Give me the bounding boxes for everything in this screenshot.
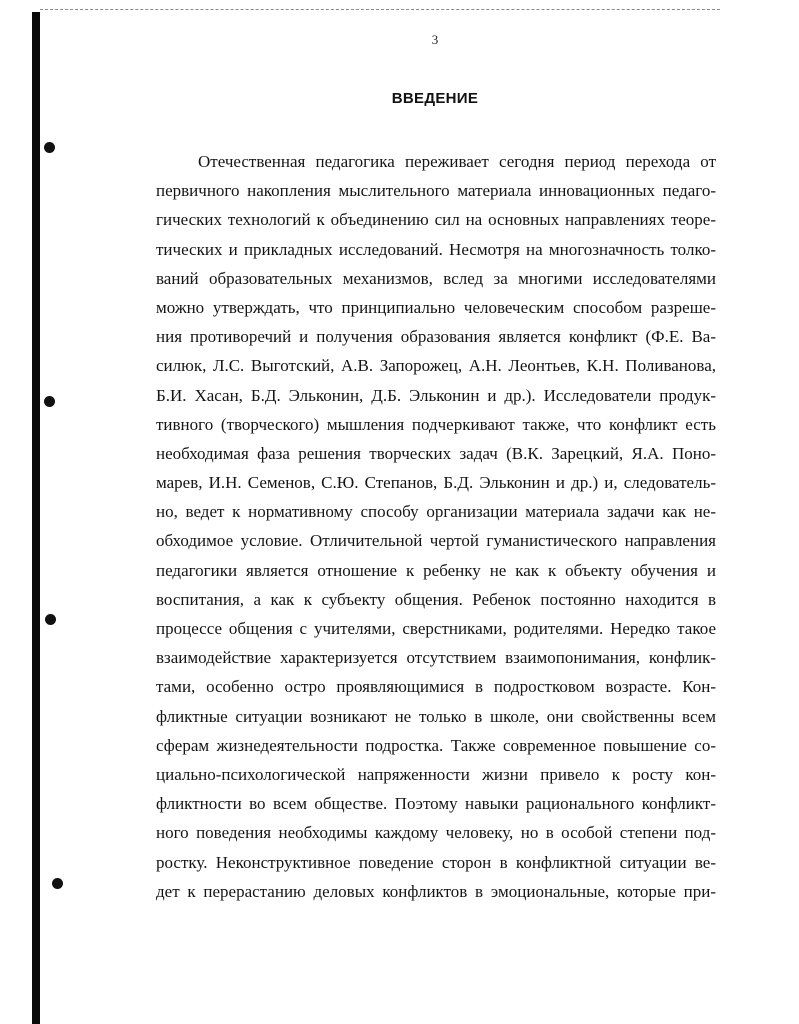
text-line: педагогики является отношение к ребенку не как к объекту обучения и bbox=[156, 560, 716, 580]
text-line: первичного накопления мыслительного материала инновационных педаго- bbox=[156, 181, 716, 201]
text-line: дет к перерастанию деловых конфликтов в эмоциональные, которые при- bbox=[156, 881, 716, 901]
text-line: Б.И. Хасан, Б.Д. Эльконин, Д.Б. Эльконин и др.). Исследователи продук- bbox=[156, 385, 716, 405]
text-line: тивного (творческого) мышления подчеркивают также, что конфликт есть bbox=[156, 414, 716, 434]
binding-edge bbox=[32, 12, 40, 1024]
text-line: ростку. Неконструктивное поведение сторон в конфликтной ситуации ве- bbox=[156, 852, 716, 872]
text-line: силюк, Л.С. Выготский, А.В. Запорожец, А.Н. Леонтьев, К.Н. Поливанова, bbox=[156, 356, 716, 376]
text-line: циально-психологической напряженности жизни привело к росту кон- bbox=[156, 764, 716, 784]
text-line: сферам жизнедеятельности подростка. Также современное повышение со- bbox=[156, 735, 716, 755]
text-line: фликтности во всем обществе. Поэтому навыки рационального конфликт- bbox=[156, 794, 716, 814]
binder-hole-mark bbox=[44, 142, 55, 153]
text-line: необходимая фаза решения творческих задач (В.К. Зарецкий, Я.А. Поно- bbox=[156, 443, 716, 463]
text-line: взаимодействие характеризуется отсутствием взаимопонимания, конфлик- bbox=[156, 648, 716, 668]
binder-hole-mark bbox=[52, 878, 63, 889]
text-line: тических и прикладных исследований. Несмотря на многозначность толко- bbox=[156, 239, 716, 259]
text-line: но, ведет к нормативному способу организации материала задачи как не- bbox=[156, 502, 716, 522]
top-scan-edge bbox=[40, 9, 720, 10]
text-line: марев, И.Н. Семенов, С.Ю. Степанов, Б.Д. Эльконин и др.) и, следователь- bbox=[156, 473, 716, 493]
text-line: ния противоречий и получения образования является конфликт (Ф.Е. Ва- bbox=[156, 327, 716, 347]
text-line: фликтные ситуации возникают не только в школе, они свойственны всем bbox=[156, 706, 716, 726]
text-line: обходимое условие. Отличительной чертой гуманистического направления bbox=[156, 531, 716, 551]
text-line: ваний образовательных механизмов, вслед за многими исследователями bbox=[156, 268, 716, 288]
text-line: процессе общения с учителями, сверстниками, родителями. Нередко такое bbox=[156, 619, 716, 638]
text-line: тами, особенно остро проявляющимися в подростковом возрасте. Кон- bbox=[156, 677, 716, 697]
text-line: можно утверждать, что принципиально человеческим способом разреше- bbox=[156, 297, 716, 317]
text-line: воспитания, а как к субъекту общения. Ребенок постоянно находится в bbox=[156, 589, 716, 609]
text-line: гических технологий к объединению сил на основных направлениях теоре- bbox=[156, 210, 716, 230]
text-line: Отечественная педагогика переживает сегодня период перехода от bbox=[198, 152, 716, 171]
body-paragraph bbox=[156, 147, 716, 906]
section-heading: ВВЕДЕНИЕ bbox=[391, 90, 479, 107]
binder-hole-mark bbox=[45, 614, 56, 625]
page-number: 3 bbox=[431, 32, 439, 47]
text-line: ного поведения необходимы каждому человеку, но в особой степени под- bbox=[156, 823, 716, 843]
binder-hole-mark bbox=[44, 396, 55, 407]
